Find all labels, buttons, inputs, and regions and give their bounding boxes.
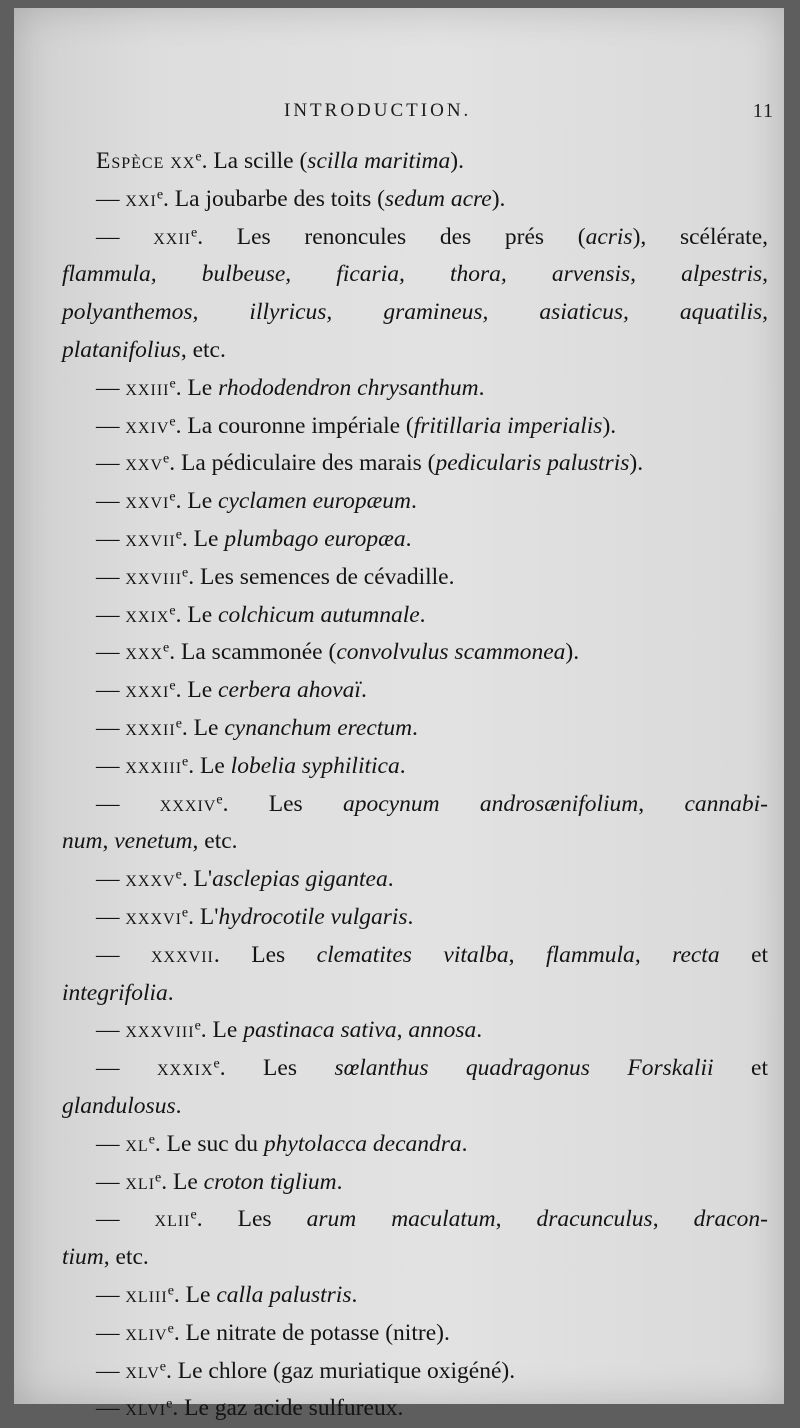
list-item: — $xl^e$. Le suc du phytolacca decandra. bbox=[96, 1130, 468, 1157]
list-item: — xlvi$^e$. Le gaz acide sulfureux. bbox=[96, 1395, 404, 1422]
list-item: — xxii$^e$. Les renoncules des prés (acris), scélérate, bbox=[96, 223, 769, 250]
list-item-continuation: tium, etc. bbox=[62, 1244, 149, 1271]
list-item-continuation: polyanthemos, illyricus, gramineus, asiaticus, aquatilis, bbox=[62, 299, 768, 326]
list-item: — xxvii$^e$. Le plumbago europæa. bbox=[96, 525, 412, 552]
list-item: — xlv$^e$. Le chlore (gaz muriatique oxigéné). bbox=[96, 1357, 516, 1384]
page-number: 11 bbox=[752, 100, 774, 122]
list-item-continuation: integrifolia. bbox=[62, 979, 174, 1006]
list-item: — xxv$^e$. La pédiculaire des marais (pedicularis palustris). bbox=[96, 450, 644, 477]
list-item: — xliv$^e$. Le nitrate de potasse (nitre). bbox=[96, 1319, 450, 1346]
list-item: — xxxv$^e$. L'asclepias gigantea. bbox=[96, 866, 394, 893]
list-item: — xliii$^e$. Le calla palustris. bbox=[96, 1281, 358, 1308]
list-item: — xxxviii$^e$. Le pastinaca sativa, annosa. bbox=[96, 1017, 483, 1044]
list-item: — xxx$^e$. La scammonée (convolvulus scammonea). bbox=[96, 639, 580, 666]
list-item-continuation: num, venetum, etc. bbox=[62, 828, 238, 855]
list-item: — xlii$^e$. Les arum maculatum, dracunculus, dracon- bbox=[96, 1206, 768, 1233]
list-item: — xxxix$^e$. Les sœlanthus quadragonus Forskalii et bbox=[96, 1055, 768, 1082]
species-list bbox=[62, 143, 768, 1428]
list-item: — xxiv$^e$. La couronne impériale (fritillaria imperialis). bbox=[96, 412, 617, 439]
list-item-continuation: glandulosus. bbox=[62, 1092, 182, 1119]
page-header bbox=[14, 100, 784, 130]
list-item: — xxviii$^e$. Les semences de cévadille. bbox=[96, 563, 455, 590]
list-item-continuation: platanifolius, etc. bbox=[62, 336, 226, 363]
list-item: — xxxiii$^e$. Le lobelia syphilitica. bbox=[96, 752, 406, 779]
list-item-continuation: flammula, bulbeuse, ficaria, thora, arvensis, alpestris, bbox=[62, 261, 768, 288]
list-item: Espèce $xx^e$. La scille (scilla maritima). bbox=[96, 148, 464, 174]
list-item: — xxiii$^e$. Le rhododendron chrysanthum. bbox=[96, 374, 485, 401]
list-item: — xxi$^e$. La joubarbe des toits (sedum acre). bbox=[96, 185, 506, 212]
book-page bbox=[14, 8, 784, 1422]
list-item: — xxxvi$^e$. L'hydrocotile vulgaris. bbox=[96, 903, 414, 930]
list-item: — xxxvii. Les clematites vitalba, flammula, recta et bbox=[96, 941, 769, 968]
list-item: — xxxi$^e$. Le cerbera ahovaï. bbox=[96, 677, 367, 704]
list-item: — xli$^e$. Le croton tiglium. bbox=[96, 1168, 343, 1195]
running-title: INTRODUCTION. bbox=[284, 100, 472, 121]
list-item: — xxvi$^e$. Le cyclamen europæum. bbox=[96, 488, 417, 515]
list-item: — xxix$^e$. Le colchicum autumnale. bbox=[96, 601, 426, 628]
list-item: — xxxiv$^e$. Les apocynum androsænifolium, cannabi- bbox=[96, 790, 768, 817]
list-item: — xxxii$^e$. Le cynanchum erectum. bbox=[96, 714, 418, 741]
